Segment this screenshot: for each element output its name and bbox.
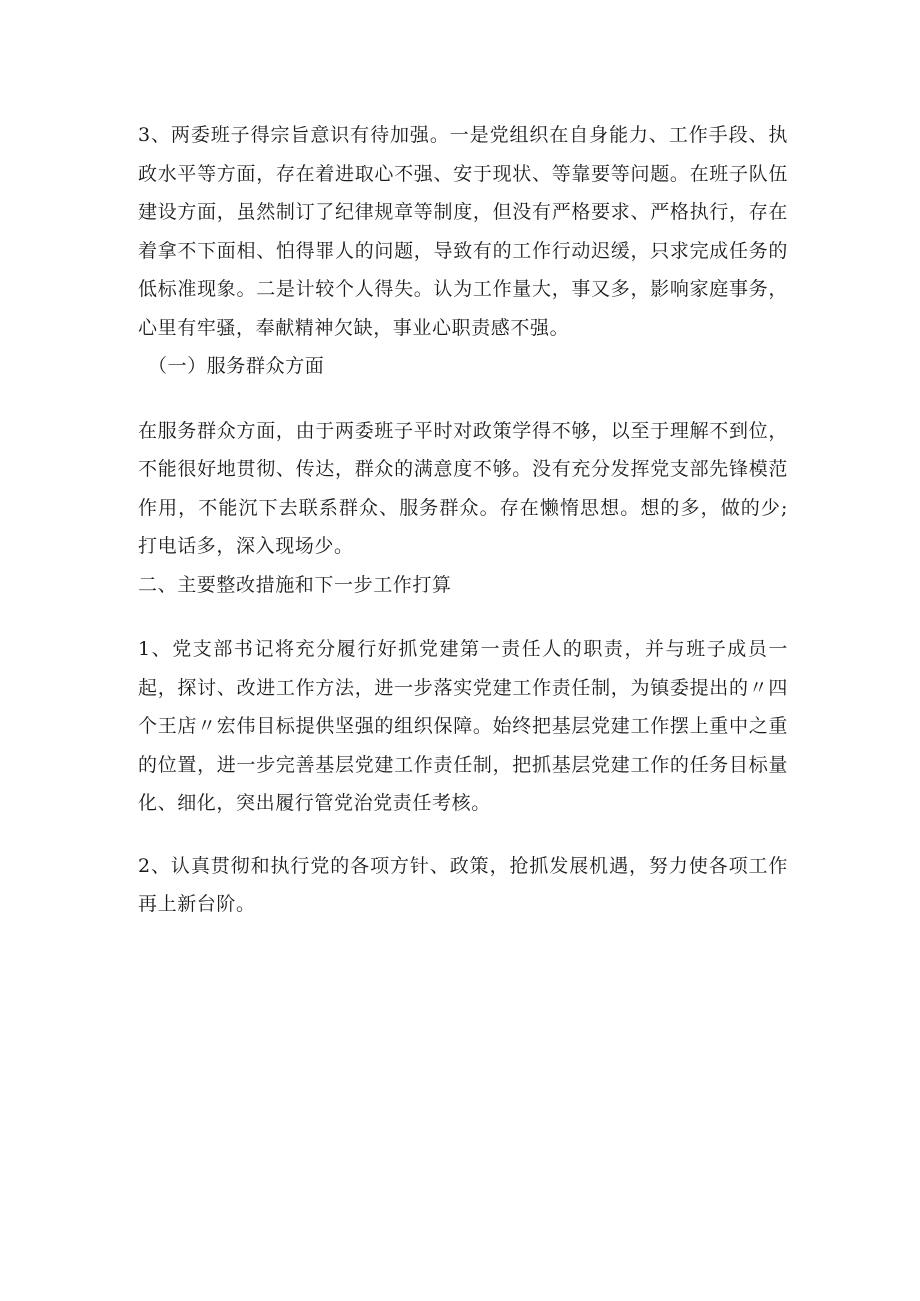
section-heading-serving-masses: （一）服务群众方面 [148,355,325,377]
paragraph-measure-2: 2、认真贯彻和执行党的各项方针、政策，抢抓发展机遇，努力使各项工作再上新台阶。 [138,854,788,915]
paragraph-team-purpose-awareness: 3、两委班子得宗旨意识有待加强。一是党组织在自身能力、工作手段、执政水平等方面，存在着进取心不强、安于现状、等靠要等问题。在班子队伍建设方面，虽然制订了纪律规章等制度，但没有严格要求、严格执行，存在着拿不下面相、怕得罪人的问题，导致有的工作行动迟缓，只求完成任务的低标准现象。二是计较个人得失。认为工作量大，事又多，影响家庭事务，心里有牢骚，奉献精神欠缺，事业心职责感不强。 [138,124,788,339]
section-heading-rectification-measures: 二、主要整改措施和下一步工作打算 [138,573,452,596]
document-body [138,116,788,924]
paragraph-measure-1: 1、党支部书记将充分履行好抓党建第一责任人的职责，并与班子成员一起，探讨、改进工作方法，进一步落实党建工作责任制，为镇委提出的〃四个王店〃宏伟目标提供坚强的组织保障。始终把基层党建工作摆上重中之重的位置，进一步完善基层党建工作责任制，把抓基层党建工作的任务目标量化、细化，突出履行管党治党责任考核。 [138,638,788,814]
paragraph-serving-masses: 在服务群众方面，由于两委班子平时对政策学得不够，以至于理解不到位，不能很好地贯彻、传达，群众的满意度不够。没有充分发挥党支部先锋模范作用，不能沉下去联系群众、服务群众。存在懒惰思想。想的多，做的少;打电话多，深入现场少。 [138,419,788,557]
